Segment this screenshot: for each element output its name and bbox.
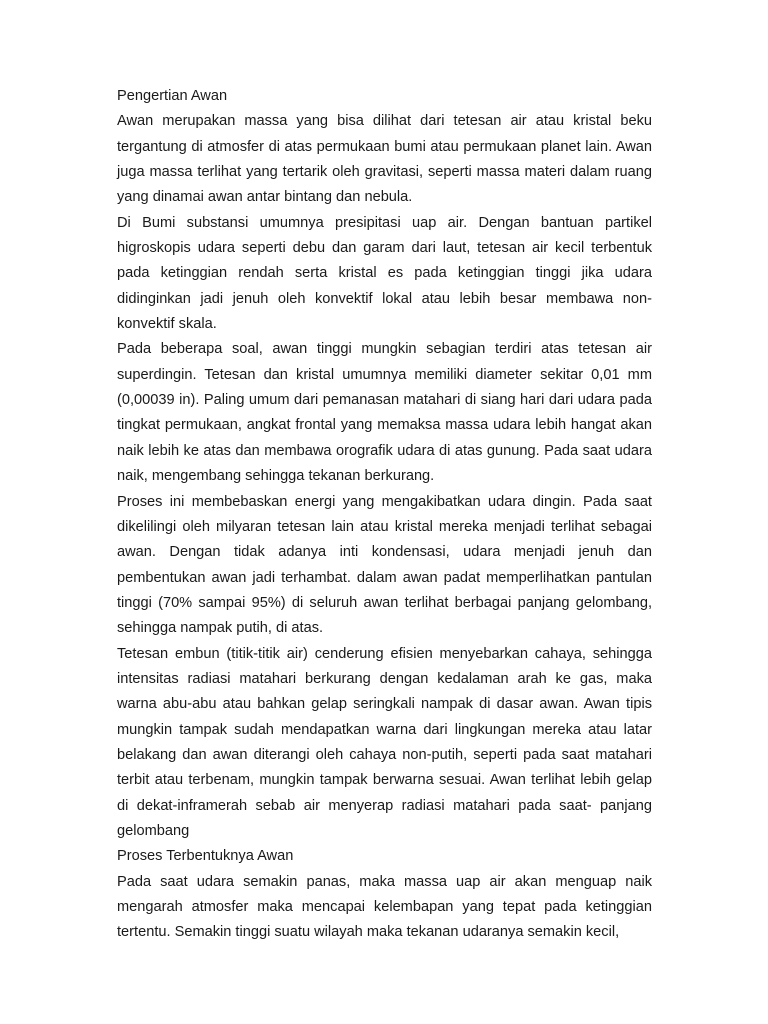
- paragraph-formation-process: Pada saat udara semakin panas, maka massa uap air akan menguap naik mengarah atmosfer maka mencapai kelembapan yang tepat pada ketinggian tertentu. Semakin tinggi suatu wilayah maka tekanan udaranya semakin kecil,: [117, 873, 652, 941]
- paragraph-energy-release: Proses ini membebaskan energi yang mengakibatkan udara dingin. Pada saat dikelilingi oleh milyaran tetesan lain atau kristal mereka menjadi terlihat sebagai awan. Dengan tidak adanya inti kondensasi, udara menjadi jenuh dan pembentukan awan jadi terhambat. dalam awan padat memperlihatkan pantulan tinggi (70% sampai 95%) di seluruh awan terlihat berbagai panjang gelombang, sehingga nampak putih, di atas.: [117, 493, 652, 637]
- section-heading-proses-terbentuknya-awan: Proses Terbentuknya Awan: [117, 848, 294, 865]
- paragraph-definition: Awan merupakan massa yang bisa dilihat dari tetesan air atau kristal beku tergantung di atmosfer di atas permukaan bumi atau permukaan planet lain. Awan juga massa terlihat yang tertarik oleh gravitasi, seperti massa materi dalam ruang yang dinamai awan antar bintang dan nebula.: [117, 113, 652, 206]
- paragraph-dew-droplets: Tetesan embun (titik-titik air) cenderung efisien menyebarkan cahaya, sehingga intensitas radiasi matahari berkurang dengan kedalaman arah ke gas, maka warna abu-abu atau bahkan gelap seringkali nampak di dasar awan. Awan tipis mungkin tampak sudah mendapatkan warna dari lingkungan mereka atau latar belakang dan awan diterangi oleh cahaya non-putih, seperti pada saat matahari terbit atau terbenam, mungkin tampak berwarna sesuai. Awan terlihat lebih gelap di dekat-inframerah sebab air menyerap radiasi matahari pada saat- panjang gelombang: [117, 645, 652, 839]
- document-page: [117, 84, 652, 946]
- paragraph-supercooled: Pada beberapa soal, awan tinggi mungkin sebagian terdiri atas tetesan air superdingin. Tetesan dan kristal umumnya memiliki diameter sekitar 0,01 mm (0,00039 in). Paling umum dari pemanasan matahari di siang hari dari udara pada tingkat permukaan, angkat frontal yang memaksa massa udara lebih hangat akan naik lebih ke atas dan membawa orografik udara di atas gunung. Pada saat udara naik, mengembang sehingga tekanan berkurang.: [117, 341, 652, 485]
- paragraph-earth-substance: Di Bumi substansi umumnya presipitasi uap air. Dengan bantuan partikel higroskopis udara seperti debu dan garam dari laut, tetesan air kecil terbentuk pada ketinggian rendah serta kristal es pada ketinggian tinggi jika udara didinginkan jadi jenuh oleh konvektif lokal atau lebih besar membawa non-konvektif skala.: [117, 214, 652, 333]
- section-heading-pengertian-awan: Pengertian Awan: [117, 88, 228, 104]
